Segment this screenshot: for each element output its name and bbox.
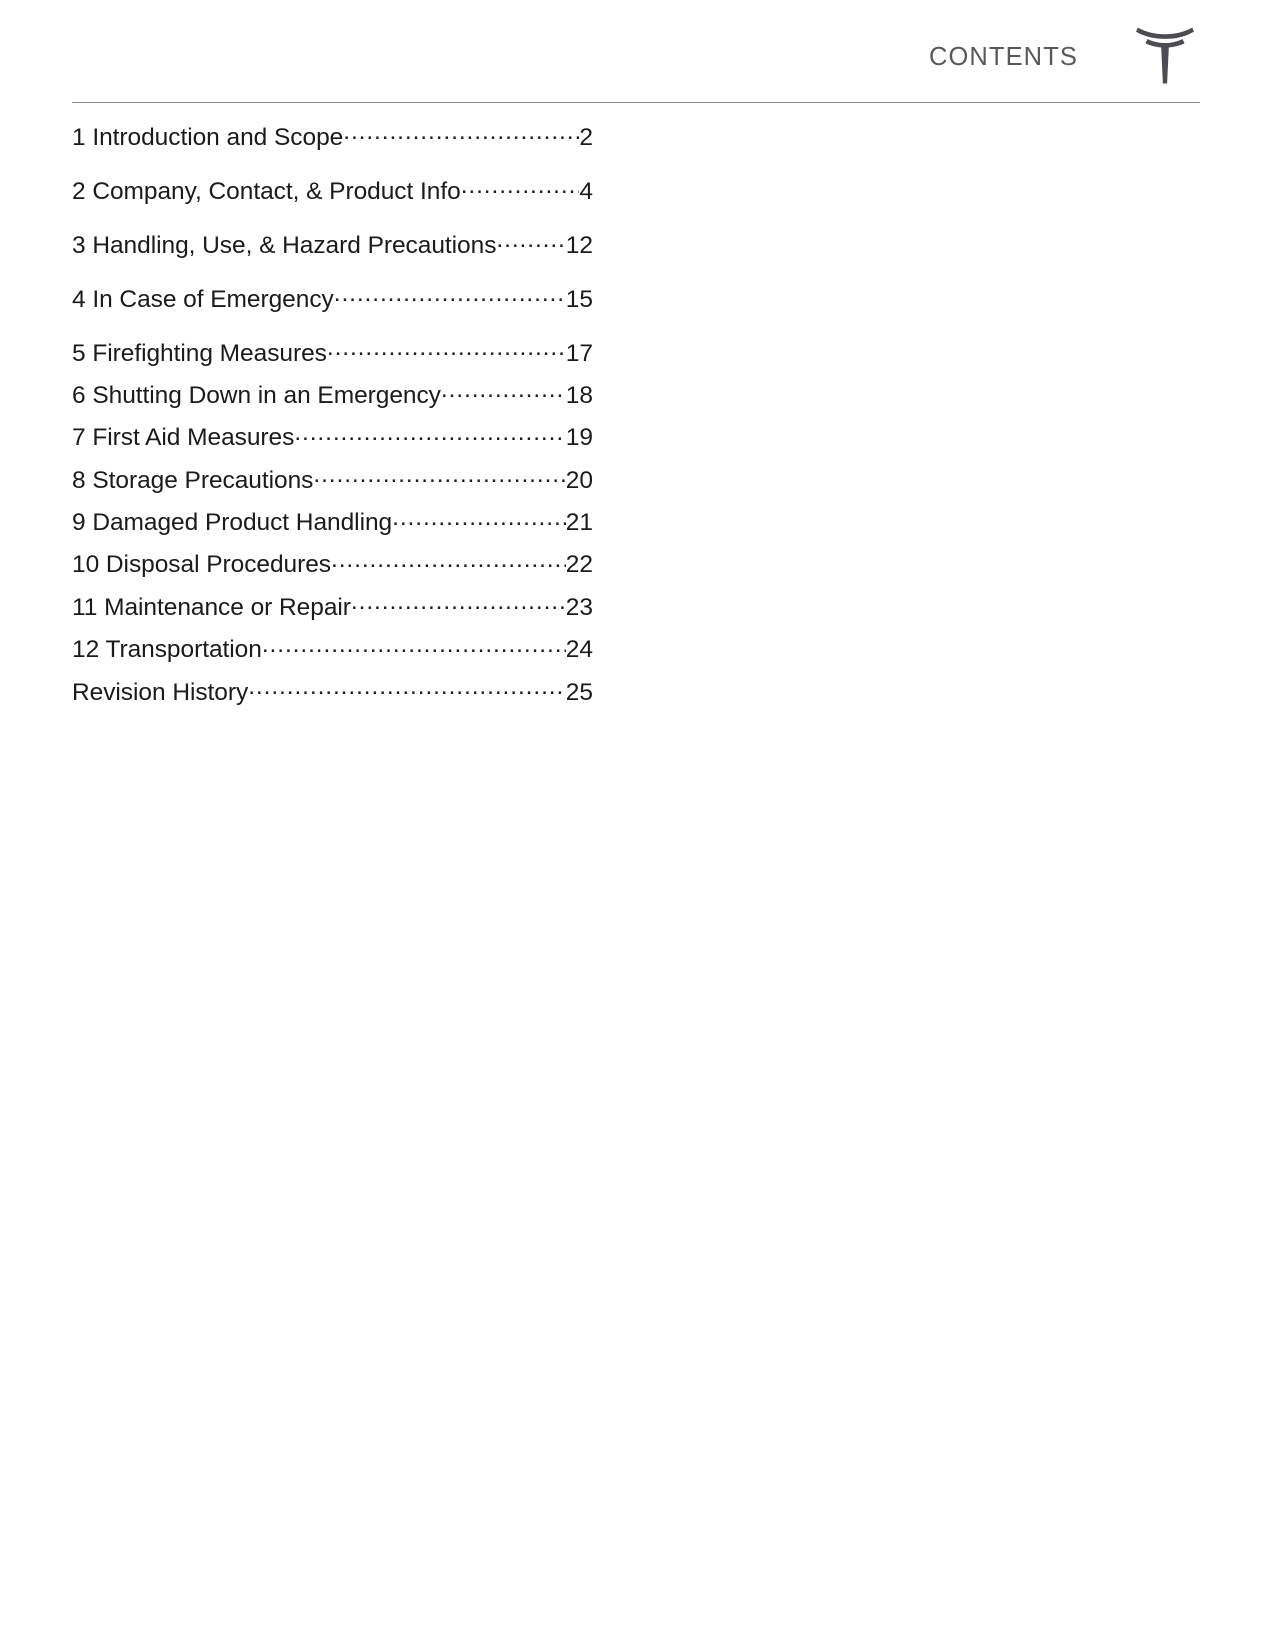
toc-entry-page-number: 2 <box>579 123 593 151</box>
toc-entry-label: 1 Introduction and Scope <box>72 123 344 151</box>
tesla-logo-icon <box>1134 26 1196 84</box>
toc-entry[interactable] <box>72 590 593 632</box>
toc-dot-leader <box>248 675 566 700</box>
toc-entry[interactable] <box>72 120 593 174</box>
toc-entry[interactable] <box>72 336 593 378</box>
toc-dot-leader <box>262 633 566 658</box>
toc-entry-label: 9 Damaged Product Handling <box>72 509 393 537</box>
toc-dot-leader <box>351 590 566 615</box>
toc-entry-page-number: 19 <box>565 424 593 452</box>
toc-entry-page-number: 18 <box>565 381 593 409</box>
toc-entry-page-number: 21 <box>565 509 593 537</box>
toc-entry-label: 6 Shutting Down in an Emergency <box>72 381 441 409</box>
toc-dot-leader <box>441 378 566 403</box>
toc-entry[interactable] <box>72 282 593 336</box>
page-title: CONTENTS <box>928 43 1078 71</box>
toc-entry-label: 5 Firefighting Measures <box>72 339 327 367</box>
toc-entry-page-number: 24 <box>565 636 593 664</box>
toc-dot-leader <box>496 228 565 253</box>
toc-entry[interactable] <box>72 378 593 420</box>
toc-entry-page-number: 17 <box>565 339 593 367</box>
toc-dot-leader <box>334 282 566 307</box>
toc-entry[interactable] <box>72 675 593 717</box>
toc-entry-label: 8 Storage Precautions <box>72 466 314 494</box>
toc-entry[interactable] <box>72 421 593 463</box>
page-header <box>0 0 1275 104</box>
toc-dot-leader <box>327 336 566 361</box>
toc-entry-label: 7 First Aid Measures <box>72 424 295 452</box>
header-divider <box>72 102 1200 103</box>
toc-entry[interactable] <box>72 548 593 590</box>
toc-entry-label: 2 Company, Contact, & Product Info <box>72 177 461 205</box>
toc-dot-leader <box>343 120 579 145</box>
toc-entry-label: 11 Maintenance or Repair <box>72 593 351 621</box>
table-of-contents <box>72 120 593 718</box>
toc-dot-leader <box>461 174 580 199</box>
toc-entry-page-number: 20 <box>565 466 593 494</box>
toc-entry-label: 4 In Case of Emergency <box>72 285 334 313</box>
toc-entry[interactable] <box>72 228 593 282</box>
toc-dot-leader <box>313 463 565 488</box>
toc-entry-page-number: 23 <box>565 593 593 621</box>
toc-entry-page-number: 25 <box>565 678 593 706</box>
toc-entry-label: Revision History <box>72 678 249 706</box>
toc-entry[interactable] <box>72 633 593 675</box>
toc-entry-label: 12 Transportation <box>72 636 262 664</box>
toc-dot-leader <box>331 548 566 573</box>
toc-entry[interactable] <box>72 506 593 548</box>
toc-entry[interactable] <box>72 174 593 228</box>
toc-entry-label: 10 Disposal Procedures <box>72 551 332 579</box>
toc-dot-leader <box>392 506 566 531</box>
toc-entry[interactable] <box>72 463 593 505</box>
toc-entry-page-number: 22 <box>565 551 593 579</box>
toc-entry-page-number: 15 <box>565 285 593 313</box>
toc-entry-label: 3 Handling, Use, & Hazard Precautions <box>72 231 497 259</box>
toc-entry-page-number: 4 <box>579 177 593 205</box>
toc-dot-leader <box>294 421 565 446</box>
toc-entry-page-number: 12 <box>565 231 593 259</box>
